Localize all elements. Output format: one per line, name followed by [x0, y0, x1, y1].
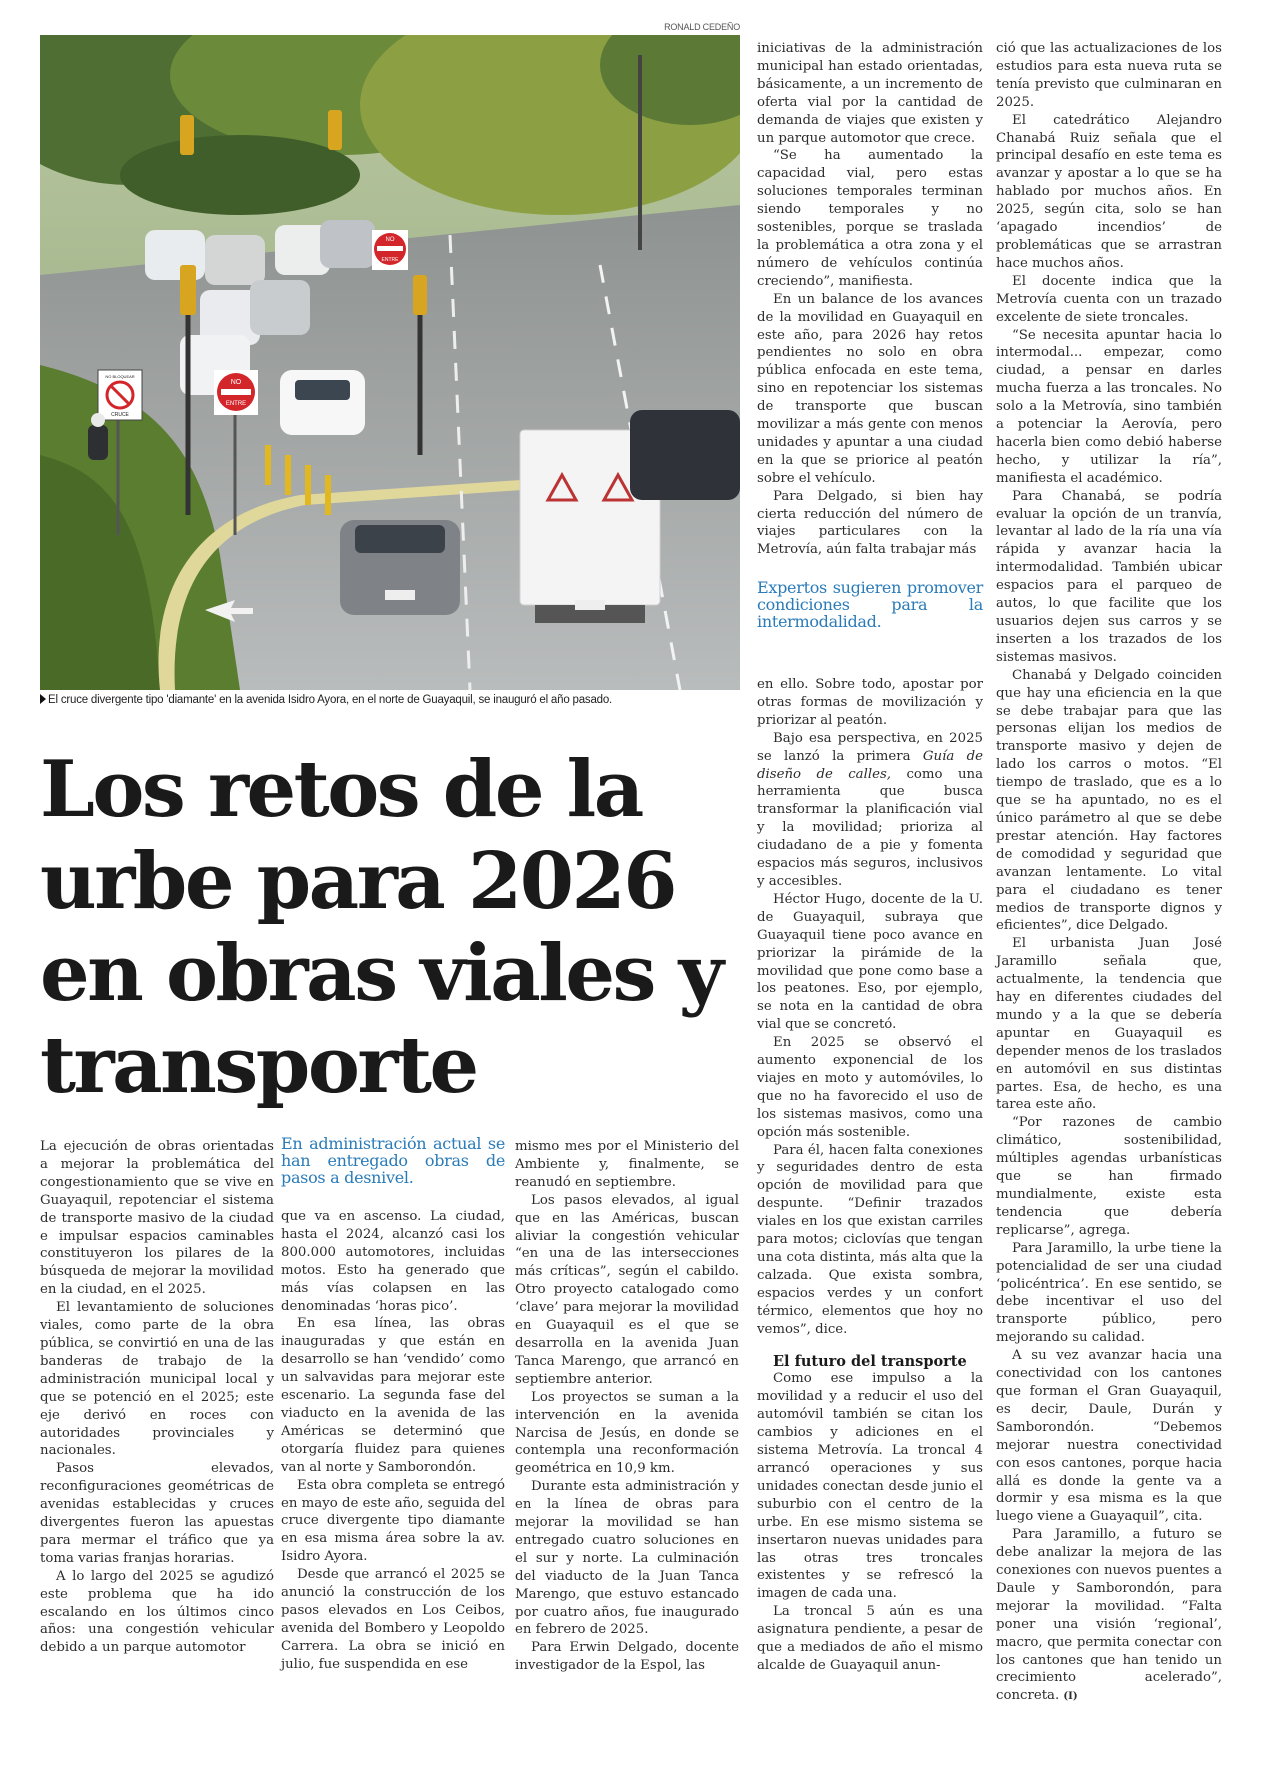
sign-cruce-label: CRUCE: [111, 412, 129, 418]
gray-sedan: [340, 520, 460, 615]
paragraph: Para Chanabá, se podría evaluar la opción de un tranvía, levantar al lado de la ría una vía rápida y avanzar hacia la intermodalidad. También ubicar espacios para el parqueo de autos, lo que facilite que los usuarios dejen sus carros y se inserten a los trazados de los sistemas masivos.: [996, 488, 1222, 665]
paragraph: Para él, hacen falta conexiones y seguridades dentro de esta opción de movilidad para que despunte. “Definir trazados viales en los que existan carriles para motos; ciclovías que tengan una cota distinta, más alta que la calzada. Que exista sombra, espacios verdes y un confort térmico, elementos que hoy no vemos”, dice.: [757, 1142, 983, 1337]
paragraph: [757, 730, 983, 891]
pull-quote: En administración actual se han entregado obras de pasos a desnivel.: [281, 1134, 505, 1187]
paragraph: “Se ha aumentado la capacidad vial, pero estas soluciones temporales terminan siendo temporales y no sostenibles, porque se traslada la problemática a otra zona y el número de vehículos continúa creciendo”, manifiesta.: [757, 148, 983, 289]
paragraph: El urbanista Juan José Jaramillo señala que, actualmente, la tendencia que hay en diferentes ciudades del mundo y a la que se debería apuntar en Guayaquil es depender menos de los traslados en automóvil en sus distintas partes. Esa, de hecho, es una tarea este año.: [996, 936, 1222, 1113]
paragraph: Los pasos elevados, al igual que en las Américas, buscan aliviar la congestión vehicular “en una de las intersecciones más críticas”, según el cabildo. Otro proyecto catalogado como ‘clave’ para mejorar la movilidad en Guayaquil es el que se desarrolla en la avenida Juan Tanca Marengo, que arrancó en septiembre anterior.: [515, 1192, 739, 1387]
sign-no-label: NO: [230, 379, 242, 386]
paragraph: El catedrático Alejandro Chanabá Ruiz señala que el principal desafío en este tema es avanzar y apostar a lo que se ha hablado por muchos años. En 2025, según cita, solo se han ‘apagado incendios’ de problemáticas que se arrastran hace muchos años.: [996, 112, 1222, 271]
article-column-2: [281, 1135, 505, 1674]
paragraph: Desde que arrancó el 2025 se anunció la construcción de los pasos elevados en Los Ceibos, avenida del Bombero y Leopoldo Carrera. La obra se inició en julio, fue suspendida en ese: [281, 1567, 505, 1672]
paragraph: A lo largo del 2025 se agudizó este problema que ha ido escalando en los últimos cinco años: una congestión vehicular debido a un parque automotor: [40, 1568, 274, 1656]
paragraph: [996, 1526, 1222, 1706]
paragraph: en ello. Sobre todo, apostar por otras formas de movilización y priorizar al peatón.: [757, 677, 983, 728]
caption-arrow-icon: [40, 694, 46, 704]
paragraph: iniciativas de la administración municipal han estado orientadas, básicamente, a un incremento de oferta vial por la cantidad de demanda de viajes que existen y un parque automotor que crece.: [757, 41, 983, 146]
paragraph: El docente indica que la Metrovía cuenta con un trazado excelente de siete troncales.: [996, 273, 1222, 325]
pull-quote: Expertos sugieren promover condiciones para la intermodalidad.: [757, 578, 983, 632]
paragraph: En un balance de los avances de la movilidad en Guayaquil en este año, para 2026 hay retos pendientes no solo en obra pública enfocada en este tema, sino en repotenciar los sistemas de transporte que buscan movilizar a más gente con menos unidades y apuntar a una ciudad en la que se priorice al peatón sobre el vehículo.: [757, 291, 983, 486]
paragraph-lead: Bajo esa perspectiva, en 2025 se lanzó la primera: [757, 730, 983, 764]
paragraph: En 2025 se observó el aumento exponencial de los viajes en moto y automóviles, lo que no ha favorecido el uso de los sistemas masivos, como una opción más sostenible.: [757, 1035, 983, 1140]
paragraph: Chanabá y Delgado coinciden que hay una eficiencia en la que se debe trabajar para que las personas elijan los medios de transporte masivo y dejen de lado los carros o motos. “El tiempo de traslado, que es a lo que se ha apuntado, no es el único parámetro al que se debe prestar atención. Hay factores de comodidad y seguridad que avanzan lentamente. Lo vital para el ciudadano es tener medios de transporte dignos y eficientes”, dice Delgado.: [996, 667, 1222, 934]
paragraph: Los proyectos se suman a la intervención en la avenida Narcisa de Jesús, en donde se contempla una reconformación geométrica en 10,9 km.: [515, 1389, 739, 1477]
article-column-1: [40, 1138, 274, 1657]
paragraph: El levantamiento de soluciones viales, como parte de la obra pública, se convirtió en una de las banderas de trabajo de la administración municipal local y que se potenció en el 2025; este eje derivó en roces con autoridades provinciales y nacionales.: [40, 1300, 274, 1459]
paragraph-rest: como una herramienta que busca transformar la planificación vial y la movilidad; prioriza al ciudadano de a pie y fomenta espacios más seguros, inclusivos y accesibles.: [757, 766, 983, 889]
street-scene-illustration: [40, 35, 740, 690]
photo-caption: [40, 694, 740, 706]
sign-no-block-label: NO BLOQUEAR: [105, 374, 135, 379]
paragraph: que va en ascenso. La ciudad, hasta el 2024, alcanzó casi los 800.000 automotores, incluidas motos. Esto ha generado que más vías colapsen en las denominadas ‘horas pico’.: [281, 1209, 505, 1314]
paragraph: Esta obra completa se entregó en mayo de este año, seguida del cruce divergente tipo diamante en esa misma área sobre la av. Isidro Ayora.: [281, 1477, 505, 1565]
article-column-5: [996, 40, 1222, 1706]
article-column-4-bottom: [757, 676, 983, 1675]
paragraph: Pasos elevados, reconfiguraciones geométricas de avenidas establecidas y cruces divergentes fueron las apuestas para mermar el tráfico que ya toma varias franjas horarias.: [40, 1461, 274, 1566]
article-column-4-top: [757, 40, 983, 630]
no-entry-sign-1: [372, 230, 408, 270]
paragraph: Héctor Hugo, docente de la U. de Guayaquil, subraya que Guayaquil tiene poco avance en priorizar la pirámide de la movilidad que pone como base a los peatones. Eso, por ejemplo, se nota en la cantidad de obra vial que se concretó.: [757, 891, 983, 1033]
dark-suv: [630, 410, 740, 500]
paragraph: “Se necesita apuntar hacia lo intermodal... empezar, como ciudad, a pensar en darles mucha fuerza a las troncales. No solo a la Metrovía, sino también a potenciar la Aerovía, pero hacerla bien como debió haberse hecho, y utilizar la ría”, manifiesta el académico.: [996, 327, 1222, 486]
guide-title: Guía de diseño de calles,: [757, 748, 983, 782]
paragraph: Durante esta administración y en la línea de obras para mejorar la movilidad se han entregado cuatro soluciones en el sur y norte. La culminación del viaducto de la Juan Tanca Marengo, que estuvo estancado por cuatro años, fue inaugurado en febrero de 2025.: [515, 1479, 739, 1638]
article-photo: [40, 35, 740, 690]
sign-entre-label: ENTRE: [225, 401, 247, 407]
paragraph: Para Jaramillo, la urbe tiene la potencialidad de ser una ciudad ‘policéntrica’. En ese sentido, se debe incentivar el uso del transporte público, pero mejorando su calidad.: [996, 1240, 1222, 1346]
paragraph: “Por razones de cambio climático, sostenibilidad, múltiples agendas urbanísticas que se han firmado mundialmente, existe esta tendencia que debería replicarse”, agrega.: [996, 1115, 1222, 1238]
paragraph: A su vez avanzar hacia una conectividad con los cantones que forman el Gran Guayaquil, es decir, Daule, Durán y Samborondón. “Debemos mejorar nuestra conectividad con esos cantones, porque hacia allá es donde la gente va a dormir y esa misma es la que luego viene a Guayaquil”, cita.: [996, 1348, 1222, 1525]
paragraph: mismo mes por el Ministerio del Ambiente y, finalmente, se reanudó en septiembre.: [515, 1139, 739, 1190]
caption-text: El cruce divergente tipo 'diamante' en la avenida Isidro Ayora, en el norte de Guayaquil, se inauguró el año pasado.: [48, 694, 613, 706]
paragraph: La troncal 5 aún es una asignatura pendiente, a pesar de que a mediados de año el mismo alcalde de Guayaquil anun-: [757, 1604, 983, 1673]
paragraph: ció que las actualizaciones de los estudios para esta nueva ruta se tenía previsto que culminaran en 2025.: [996, 41, 1222, 110]
paragraph-text: Para Jaramillo, a futuro se debe analizar la mejora de las conexiones con nuevos puentes a Daule y Samborondón, para mejorar la movilidad. “Falta poner una visión ‘regional’, macro, que permita conectar con los cantones que han tenido un crecimiento acelerado”, concreta.: [996, 1527, 1222, 1704]
sign-entre-label: ENTRE: [381, 257, 399, 263]
paragraph: La ejecución de obras orientadas a mejorar la problemática del congestionamiento que se vive en Guayaquil, repotenciar el sistema de transporte masivo de la ciudad e impulsar espacios caminables constituyeron los pilares de la búsqueda de mejorar la movilidad en la ciudad, en el 2025.: [40, 1139, 274, 1298]
paragraph: Como ese impulso a la movilidad y a reducir el uso del automóvil también se citan los cambios y adiciones en el sistema Metrovía. La troncal 4 arrancó operaciones y sus unidades conectan desde junio el suburbio con el centro de la urbe. En ese mismo sistema se insertaron nuevas unidades para las otras tres troncales existentes y se refrescó la imagen de cada una.: [757, 1371, 983, 1602]
paragraph: En esa línea, las obras inauguradas y que están en desarrollo se han ‘vendido’ como un salvavidas para mejorar este escenario. La segunda fase del viaducto en la avenida de las Américas se determinó que otorgaría fluidez para quienes van al norte y Samborondón.: [281, 1316, 505, 1475]
photo-credit: RONALD CEDEÑO: [664, 22, 740, 32]
sign-no-label: NO: [385, 237, 395, 243]
paragraph: Para Delgado, si bien hay cierta reducción del número de viajes particulares con la Metrovía, aún falta trabajar más: [757, 488, 983, 558]
article-headline: Los retos de la urbe para 2026 en obras viales y transporte: [40, 744, 722, 1111]
section-subhead: El futuro del transporte: [773, 1352, 967, 1370]
article-end-mark: (I): [1063, 1691, 1078, 1703]
paragraph: Para Erwin Delgado, docente investigador de la Espol, las: [515, 1640, 739, 1674]
article-column-3: [515, 1138, 739, 1675]
